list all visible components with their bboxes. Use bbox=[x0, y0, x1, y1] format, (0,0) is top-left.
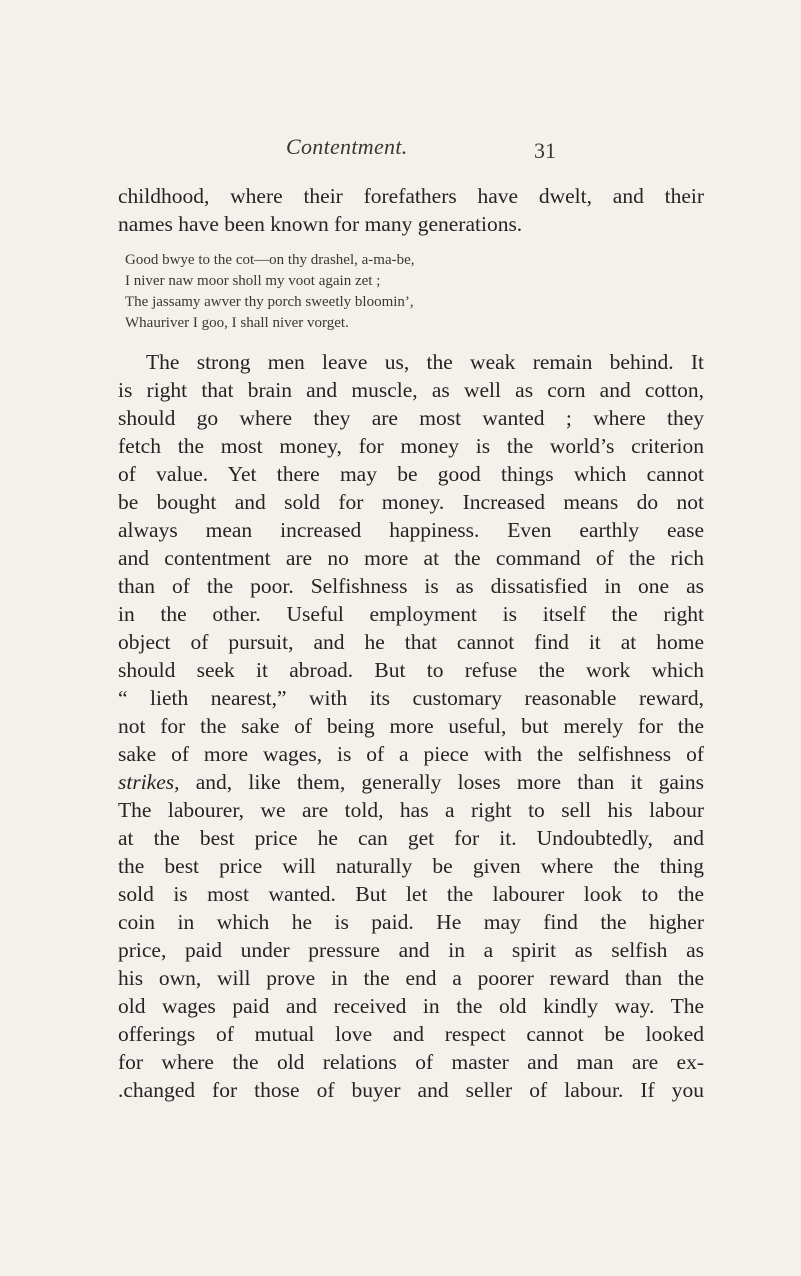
text-line: at the best price he can get for it. Undoubtedly, and bbox=[118, 826, 704, 850]
text-line: price, paid under pressure and in a spirit as selfish as bbox=[118, 938, 704, 962]
text-line: always mean increased happiness. Even earthly ease bbox=[118, 518, 704, 542]
text-line: is right that brain and muscle, as well as corn and cotton, bbox=[118, 378, 704, 402]
text-line: the best price will naturally be given where the thing bbox=[118, 854, 704, 878]
text-line: fetch the most money, for money is the world’s criterion bbox=[118, 434, 704, 458]
text-line: old wages paid and received in the old kindly way. The bbox=[118, 994, 704, 1018]
paragraph bbox=[118, 348, 704, 1104]
text-line bbox=[118, 768, 704, 796]
page-number: 31 bbox=[534, 138, 556, 163]
text-line: names have been known for many generations. bbox=[118, 212, 523, 236]
text-line: not for the sake of being more useful, but merely for the bbox=[118, 714, 704, 738]
text-line: and contentment are no more at the command of the rich bbox=[118, 546, 704, 570]
verse-line: Whauriver I goo, I shall niver vorget. bbox=[125, 315, 349, 331]
text-run: and, like them, generally loses more than it gains bbox=[179, 770, 704, 794]
body-text bbox=[118, 182, 704, 1104]
text-line: sake of more wages, is of a piece with the selfishness of bbox=[118, 742, 704, 766]
verse-line: Good bwye to the cot—on thy drashel, a-ma-be, bbox=[125, 252, 415, 268]
italic-word: strikes, bbox=[118, 770, 180, 794]
text-line: be bought and sold for money. Increased means do not bbox=[118, 490, 704, 514]
text-line: should seek it abroad. But to refuse the work which bbox=[118, 658, 704, 682]
text-line: .changed for those of buyer and seller of labour. If you bbox=[118, 1078, 704, 1102]
text-line: childhood, where their forefathers have dwelt, and their bbox=[118, 184, 704, 208]
verse-quotation bbox=[118, 250, 704, 334]
verse-line: I niver naw moor sholl my voot again zet ; bbox=[125, 273, 381, 289]
text-line: coin in which he is paid. He may find the higher bbox=[118, 910, 704, 934]
text-line: in the other. Useful employment is itself the right bbox=[118, 602, 704, 626]
text-line: should go where they are most wanted ; where they bbox=[118, 406, 704, 430]
text-line: The labourer, we are told, has a right to sell his labour bbox=[118, 798, 704, 822]
verse-line: The jassamy awver thy porch sweetly bloomin’, bbox=[125, 294, 414, 310]
text-line: than of the poor. Selfishness is as dissatisfied in one as bbox=[118, 574, 704, 598]
text-line: his own, will prove in the end a poorer reward than the bbox=[118, 966, 704, 990]
text-line: sold is most wanted. But let the labourer look to the bbox=[118, 882, 704, 906]
text-line: “ lieth nearest,” with its customary reasonable reward, bbox=[118, 686, 704, 710]
running-head bbox=[0, 134, 801, 164]
text-line: for where the old relations of master and man are ex- bbox=[118, 1050, 704, 1074]
text-line: The strong men leave us, the weak remain behind. It bbox=[146, 350, 704, 374]
text-line: object of pursuit, and he that cannot find it at home bbox=[118, 630, 704, 654]
running-title: Contentment. bbox=[286, 134, 408, 159]
text-line: offerings of mutual love and respect cannot be looked bbox=[118, 1022, 704, 1046]
text-line: of value. Yet there may be good things which cannot bbox=[118, 462, 704, 486]
